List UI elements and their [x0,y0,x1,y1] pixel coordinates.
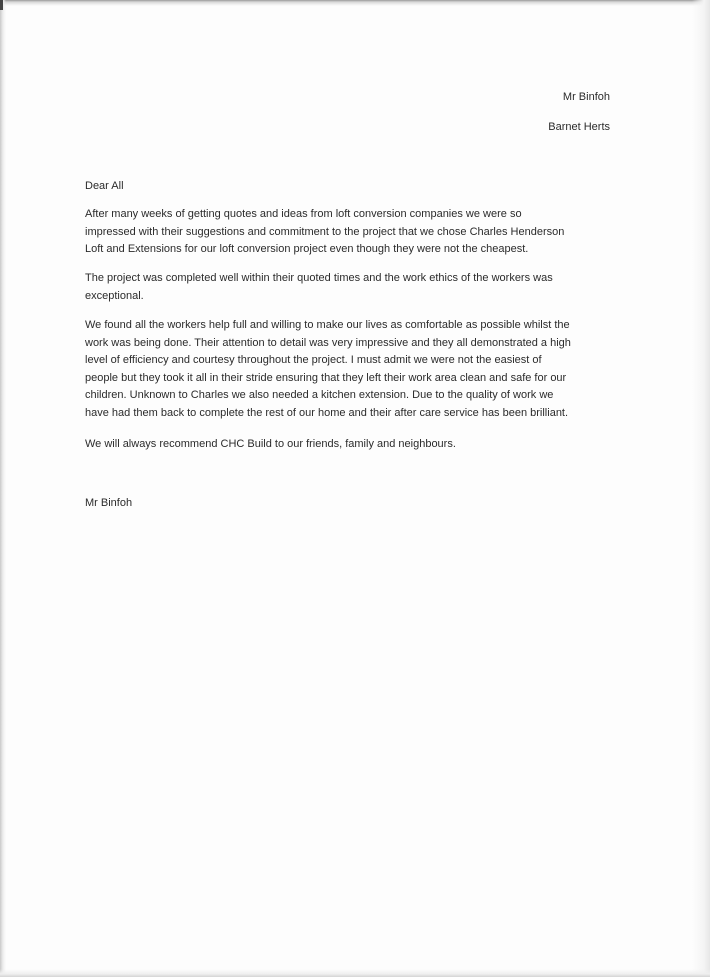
paragraph-line: work was being done. Their attention to detail was very impressive and they all demonstrated a high [85,336,571,349]
paragraph-line: people but they took it all in their stride ensuring that they left their work area clean and safe for our [85,371,567,384]
paragraph-line: We found all the workers help full and willing to make our lives as comfortable as possible whilst the [85,319,570,331]
signature: Mr Binfoh [85,497,133,509]
scan-edge-bottom [0,969,710,977]
paragraph-workers [85,317,615,422]
scan-edge-left [0,0,6,977]
salutation: Dear All [85,180,124,192]
paragraph-line: children. Unknown to Charles we also needed a kitchen extension. Due to the quality of work we [85,389,554,401]
sender-address: Barnet Herts [548,121,610,133]
paragraph-line: Loft and Extensions for our loft conversion project even though they were not the cheapest. [85,243,529,255]
paragraph-recommendation [85,436,615,454]
paragraph-choosing-company [85,206,615,259]
paragraph-line: exceptional. [85,289,144,302]
paragraph-line: We will always recommend CHC Build to our friends, family and neighbours. [85,438,456,450]
paragraph-completion [85,270,615,305]
paragraph-line: The project was completed well within their quoted times and the work ethics of the workers was [85,272,553,284]
scan-corner-mark [0,0,3,10]
paragraph-line: impressed with their suggestions and commitment to the project that we chose Charles Henderson [85,225,565,238]
scan-edge-right [692,0,710,977]
scan-edge-top [0,0,710,6]
paragraph-line: After many weeks of getting quotes and ideas from loft conversion companies we were so [85,208,522,220]
paragraph-line: level of efficiency and courtesy throughout the project. I must admit we were not the easiest of [85,354,542,366]
paragraph-line: have had them back to complete the rest of our home and their after care service has been brilliant. [85,406,569,419]
sender-name: Mr Binfoh [562,91,610,103]
